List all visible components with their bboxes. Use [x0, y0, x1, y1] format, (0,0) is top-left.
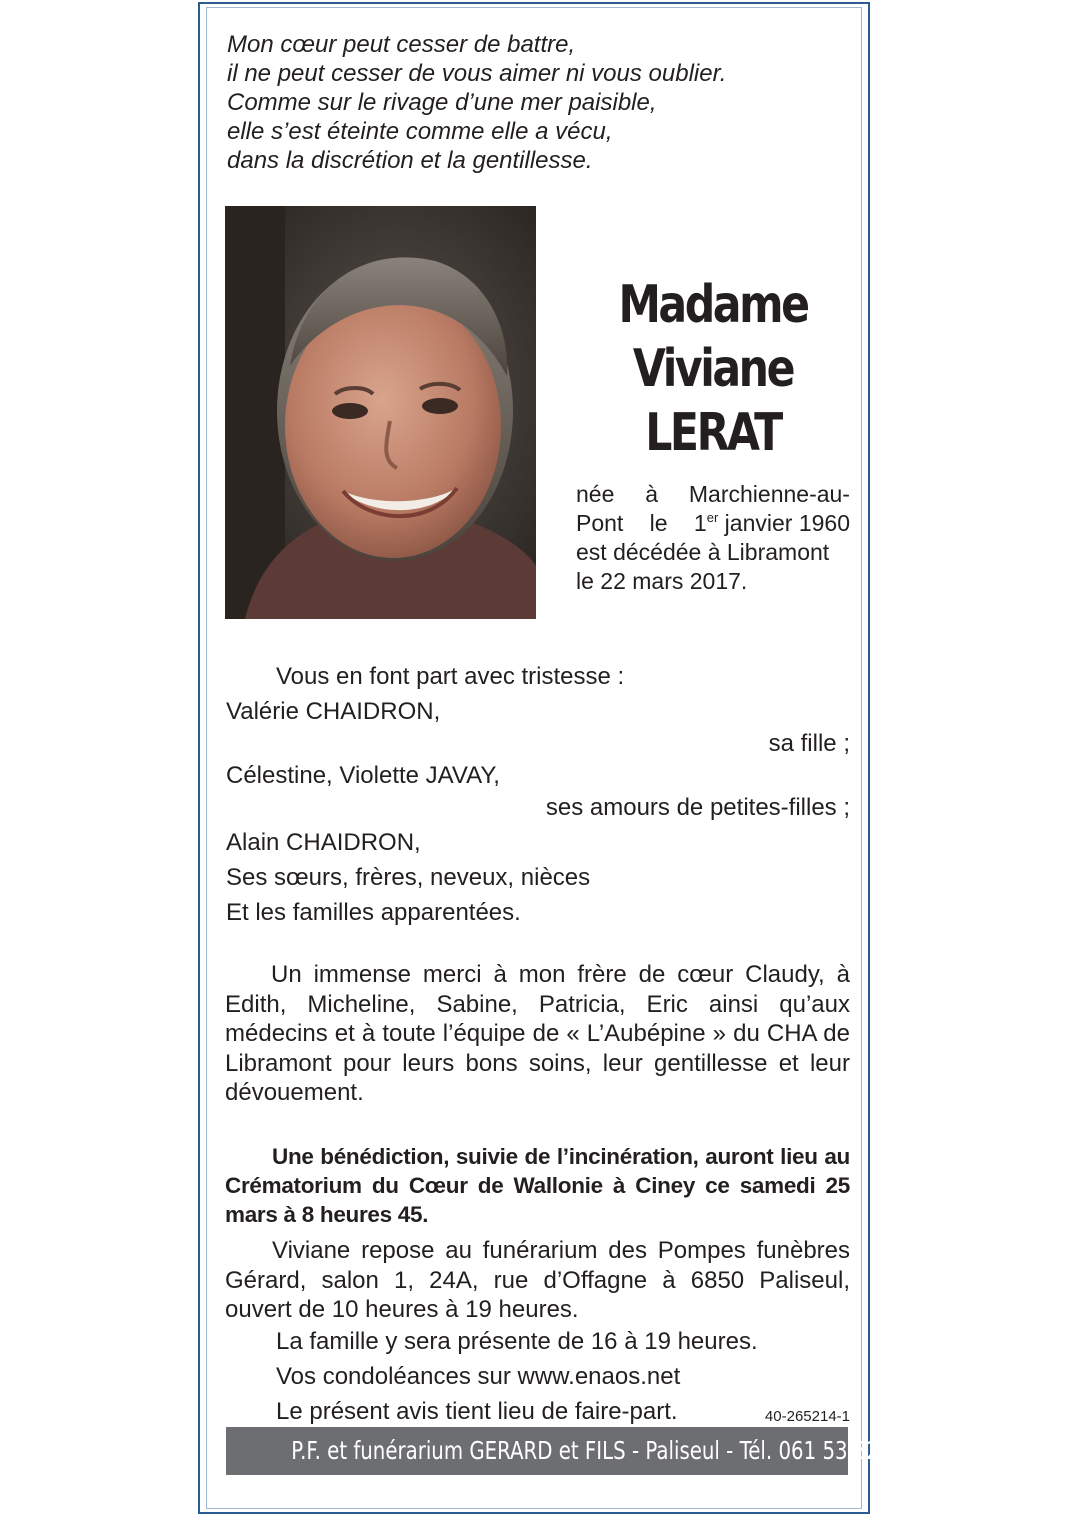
family-granddaughters-role: ses amours de petites-filles ;	[545, 794, 850, 821]
family-daughter-name: Valérie CHAIDRON,	[226, 698, 441, 725]
family-granddaughters-names: Célestine, Violette JAVAY,	[226, 762, 500, 789]
birth-place-end: Pont	[576, 510, 624, 536]
thanks-paragraph: Un immense merci à mon frère de cœur Claudy, à Edith, Micheline, Sabine, Patricia, Eric ainsi qu’aux médecins et à toute l’équipe de « L’Aubépine » du CHA de Libramont pour leurs bons soins, leur gentillesse et leur dévouement.	[225, 961, 850, 1106]
note-faire-part: Le présent avis tient lieu de faire-part.	[276, 1398, 678, 1425]
family-daughter-role: sa fille ;	[768, 730, 850, 757]
birth-day: 1	[693, 510, 707, 536]
poem	[227, 30, 847, 175]
birth-line-2	[576, 509, 850, 538]
family-other-name: Alain CHAIDRON,	[226, 829, 421, 856]
birth-month-year: janvier 1960	[718, 510, 850, 536]
deceased-name	[600, 273, 826, 465]
deceased-title: Madame	[618, 275, 808, 335]
poem-line: dans la discrétion et la gentillesse.	[227, 147, 593, 174]
footer-text: P.F. et funérarium GERARD et FILS - Paliseul - Tél. 061 53 32 84	[291, 1436, 911, 1465]
note-family-presence: La famille y sera présente de 16 à 19 heures.	[276, 1328, 758, 1355]
portrait-image	[225, 206, 536, 619]
deceased-first-name: Viviane	[632, 339, 794, 399]
birth-death-info	[576, 480, 850, 596]
deceased-last-name: LERAT	[645, 403, 781, 463]
poem-line: Mon cœur peut cesser de battre,	[227, 31, 576, 58]
birth-word: née	[576, 481, 615, 507]
reference-number: 40-265214-1	[764, 1408, 850, 1425]
note-condolences: Vos condoléances sur www.enaos.net	[276, 1363, 681, 1390]
birth-line-1	[576, 480, 850, 509]
footer-banner	[226, 1427, 911, 1475]
birth-word: le	[649, 510, 668, 536]
birth-place: Marchienne-au-	[688, 481, 850, 507]
family-relatives: Et les familles apparentées.	[226, 899, 521, 926]
family-siblings: Ses sœurs, frères, neveux, nièces	[226, 864, 591, 891]
birth-word: à	[645, 481, 659, 507]
poem-line: il ne peut cesser de vous aimer ni vous oublier.	[227, 60, 727, 87]
reposing-paragraph: Viviane repose au funérarium des Pompes funèbres Gérard, salon 1, 24A, rue d’Offagne à 6850 Paliseul, ouvert de 10 heures à 19 heures.	[225, 1237, 850, 1323]
ceremony-paragraph: Une bénédiction, suivie de l’incinération, auront lieu au Crématorium du Cœur de Wallonie à Ciney ce samedi 25 mars à 8 heures 45.	[225, 1144, 850, 1227]
poem-line: Comme sur le rivage d’une mer paisible,	[227, 89, 657, 116]
portrait-photo	[225, 206, 536, 619]
death-date: le 22 mars 2017.	[576, 568, 748, 594]
birth-date	[694, 509, 850, 538]
family-intro: Vous en font part avec tristesse :	[276, 663, 625, 690]
birth-day-suffix: er	[706, 510, 719, 525]
poem-line: elle s’est éteinte comme elle a vécu,	[227, 118, 613, 145]
death-place: est décédée à Libramont	[576, 539, 830, 565]
